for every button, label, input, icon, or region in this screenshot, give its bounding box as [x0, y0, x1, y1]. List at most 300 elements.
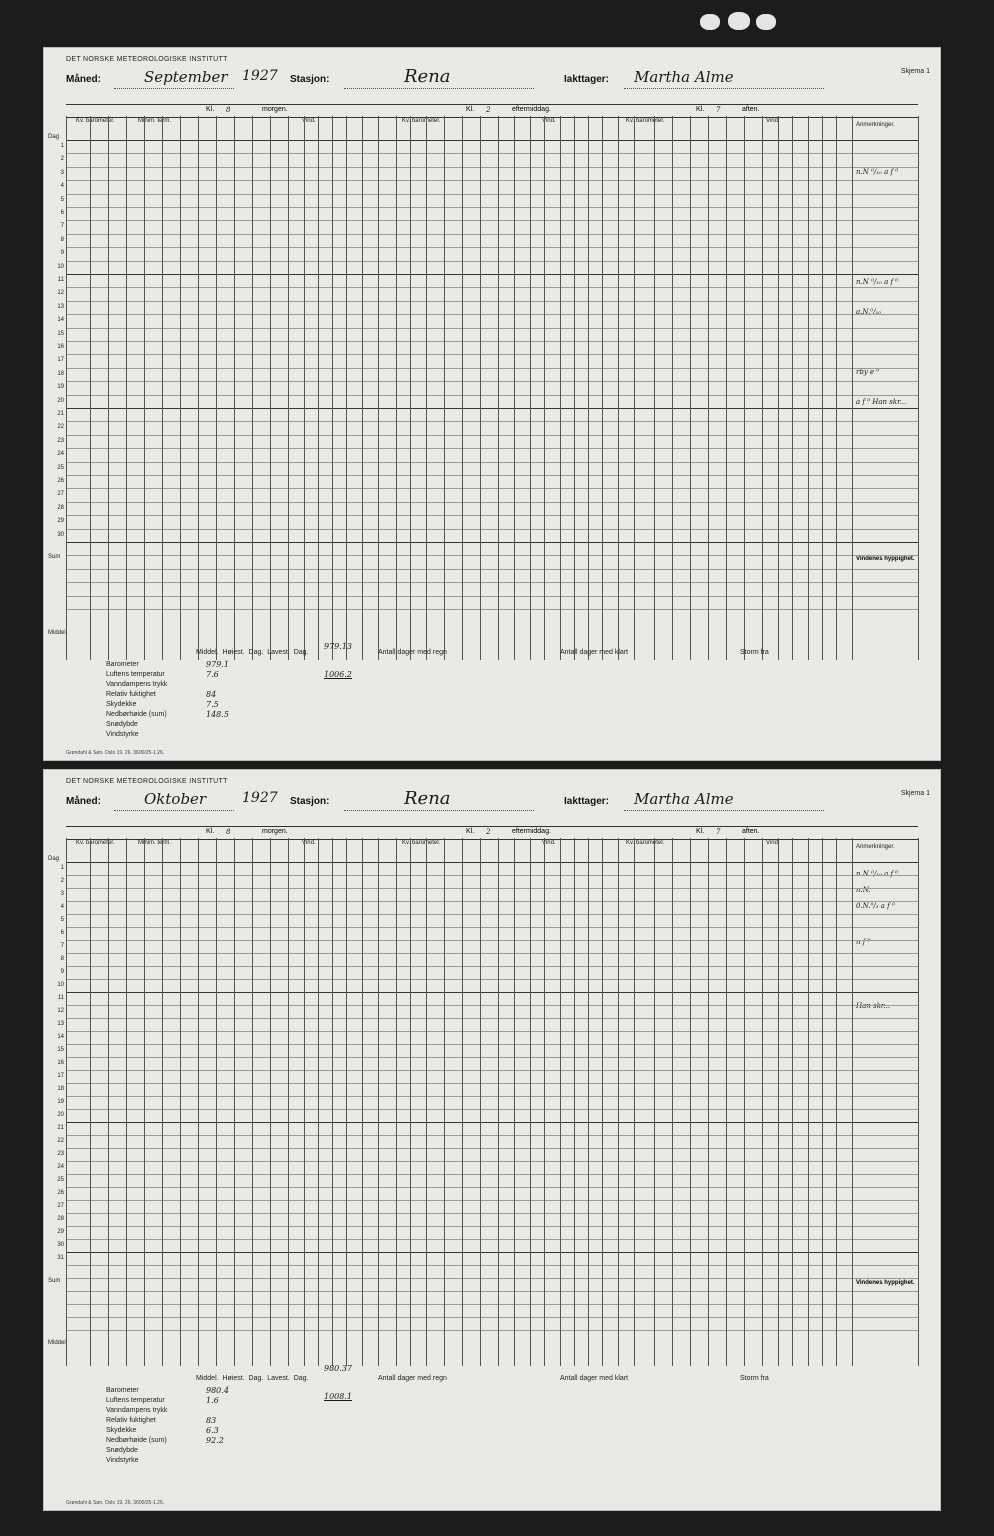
remark: n f ⁰ — [856, 938, 871, 946]
grid-column-rule — [918, 838, 919, 1366]
institute-name: DET NORSKE METEOROLOGISKE INSTITUTT — [66, 56, 228, 63]
grid-row-rule — [66, 1057, 918, 1058]
day-number: 11 — [57, 995, 64, 1001]
grid-column-rule — [778, 838, 779, 1366]
day-number: 14 — [57, 1034, 64, 1040]
grid-column-rule — [634, 838, 635, 1366]
year-value: 1927 — [242, 790, 278, 806]
grid-row-rule — [66, 1330, 918, 1331]
printer-imprint: Grøndahl & Søn. Oslo 19. 26. 3600/25-1.26. — [66, 750, 165, 756]
month-value: September — [144, 68, 228, 86]
day-number: 23 — [57, 1151, 64, 1157]
day-number: 5 — [60, 196, 64, 203]
day-number: 9 — [60, 969, 64, 975]
grid-row-rule — [66, 1005, 918, 1006]
remark: Han skr... — [856, 1002, 891, 1010]
wind-frequency-title: Vindenes hyppighet. — [856, 1280, 915, 1286]
day-number: 26 — [57, 478, 64, 484]
day-number: 21 — [57, 411, 64, 417]
grid-column-rule — [808, 838, 809, 1366]
grid-column-rule — [318, 838, 319, 1366]
station-label: Stasjon: — [290, 796, 330, 807]
day-number: 28 — [57, 504, 64, 511]
station-value: Rena — [404, 788, 451, 809]
day-number: 6 — [60, 930, 64, 936]
grid-column-rule — [560, 116, 561, 660]
grid-row-rule — [66, 314, 918, 315]
day-number: 20 — [57, 397, 64, 404]
grid-column-rule — [444, 116, 445, 660]
grid-row-rule — [66, 1226, 918, 1227]
day-number: 25 — [57, 464, 64, 471]
observation-sheet-oktober: DET NORSKE METEOROLOGISKE INSTITUTT Skjema 1 Måned: Oktober 1927 Stasjon: Rena Iakttager: Martha Alme Kl. 8 morgen. Kl. 2 eftermiddag. Kl. 7 aften. Kv. barometer. Minim. term. Vind. Kv. barometer. Vind. Kv. barometer. Vind. Anmerkninger. Dag n.N ⁰/₁₀ a f ⁰ n.N. 0.N.⁰/₃ a f ⁰ n f ⁰ Han skr... Sum Middel Vindenes hyppighet. 1 2 3 4 5 6 7 8 9 10 11 12 13 14 15 16 17 18 19 20 21 22 23 24 25 26 27 28 29 30 31 Middel. Høiest. Dag. Lavest. Dag. Barometer Luftens temperatur Vanndampens trykk Relativ fuktighet Skydekke Nedbørhøide (sum) Snødybde Vindstyrke 980.4 1.6 83 6.3 92.2 980.37 1008.1 Antall dager med regn Antall dager med klart Storm fra Grøndahl & Søn. Oslo 19. 26. 3600/25-1.26. — [44, 770, 940, 1510]
grid-column-rule — [288, 116, 289, 660]
grid-column-rule — [252, 838, 253, 1366]
grid-row-rule — [66, 875, 918, 876]
wind-frequency-title: Vindenes hyppighet. — [856, 556, 915, 562]
grid-row-rule — [66, 529, 918, 530]
day-number: 3 — [60, 891, 64, 897]
day-number: 24 — [57, 451, 64, 458]
grid-row-rule — [66, 1213, 918, 1214]
grid-row-rule — [66, 515, 918, 516]
grid-column-rule — [514, 116, 515, 660]
grid-column-rule — [574, 116, 575, 660]
grid-column-rule — [588, 116, 589, 660]
remark: n.N ⁰/₁₀ a f ⁰ — [856, 168, 899, 176]
grid-row-rule — [66, 1070, 918, 1071]
grid-row-rule — [66, 234, 918, 235]
grid-column-rule — [180, 116, 181, 660]
grid-row-rule — [66, 596, 918, 597]
grid-column-rule — [346, 116, 347, 660]
grid-row-rule — [66, 1317, 918, 1318]
grid-row-rule — [66, 408, 918, 409]
day-number: 5 — [60, 917, 64, 923]
grid-column-rule — [530, 116, 531, 660]
grid-row-rule — [66, 207, 918, 208]
day-number: 8 — [60, 956, 64, 962]
grid-column-rule — [634, 116, 635, 660]
grid-row-rule — [66, 395, 918, 396]
day-number: 12 — [57, 290, 64, 297]
grid-column-rule — [544, 838, 545, 1366]
day-number: 21 — [57, 1125, 64, 1131]
row-middel: Middel — [48, 630, 66, 636]
grid-column-rule — [332, 838, 333, 1366]
grid-column-rule — [270, 116, 271, 660]
grid-row-rule — [66, 194, 918, 195]
row-middel: Middel — [48, 1340, 66, 1346]
observation-grid — [48, 826, 918, 1366]
remark: n.N ⁰/₁₀ a f ⁰ — [856, 278, 899, 286]
note-total: 980.37 — [324, 1364, 352, 1373]
col-wind-evening: Vind. — [766, 840, 780, 846]
grid-column-rule — [792, 838, 793, 1366]
grid-row-rule — [66, 435, 918, 436]
day-number: 4 — [60, 183, 64, 190]
day-number: 1 — [60, 143, 64, 149]
grid-column-rule — [126, 116, 127, 660]
remark: a.N.⁰/₁₀ — [856, 308, 882, 316]
grid-column-rule — [792, 116, 793, 660]
day-number: 9 — [60, 250, 64, 257]
day-number: 23 — [57, 437, 64, 444]
day-number: 2 — [60, 878, 64, 884]
grid-column-rule — [588, 838, 589, 1366]
day-number: 28 — [57, 1216, 64, 1222]
day-number: 7 — [60, 223, 64, 230]
remark: 0.N.⁰/₃ a f ⁰ — [856, 902, 895, 910]
observer-value: Martha Alme — [634, 68, 734, 86]
note-underlined: 1006.2 — [324, 670, 352, 679]
day-number: 24 — [57, 1164, 64, 1170]
note-underlined: 1008.1 — [324, 1392, 352, 1401]
grid-column-rule — [762, 838, 763, 1366]
col-day: Dag — [48, 856, 60, 862]
grid-row-rule — [66, 992, 918, 993]
grid-row-rule — [66, 247, 918, 248]
day-number: 19 — [57, 384, 64, 391]
grid-column-rule — [618, 838, 619, 1366]
col-min-term: Minim. term. — [138, 118, 171, 124]
grid-column-rule — [270, 838, 271, 1366]
grid-column-rule — [144, 116, 145, 660]
day-number: 11 — [57, 277, 64, 283]
day-number: 16 — [57, 1060, 64, 1066]
grid-column-rule — [560, 838, 561, 1366]
grid-row-rule — [66, 153, 918, 154]
grid-row-rule — [66, 1252, 918, 1253]
grid-row-rule — [66, 488, 918, 489]
grid-row-rule — [66, 940, 918, 941]
day-number: 3 — [60, 169, 64, 176]
grid-column-rule — [808, 116, 809, 660]
day-number: 16 — [57, 344, 64, 350]
grid-row-rule — [66, 582, 918, 583]
grid-column-rule — [90, 838, 91, 1366]
grid-row-rule — [66, 421, 918, 422]
col-wind-morning: Vind. — [302, 840, 316, 846]
binding-hole — [756, 14, 776, 30]
day-number: 14 — [57, 317, 64, 324]
grid-column-rule — [362, 116, 363, 660]
printer-imprint: Grøndahl & Søn. Oslo 19. 26. 3600/25-1.26. — [66, 1500, 165, 1506]
col-barometer-evening: Kv. barometer. — [626, 840, 665, 846]
grid-row-rule — [66, 475, 918, 476]
grid-row-rule — [66, 1135, 918, 1136]
grid-column-rule — [672, 116, 673, 660]
day-number: 6 — [60, 210, 64, 216]
day-number: 2 — [60, 156, 64, 163]
day-number: 30 — [57, 531, 64, 538]
observation-sheet-september: DET NORSKE METEOROLOGISKE INSTITUTT Skjema 1 Måned: September 1927 Stasjon: Rena Iakttager: Martha Alme Kl. 8 morgen. Kl. 2 eftermiddag. Kl. 7 aften. Kv. barometer. Minim. term. Vind. Kv. barometer. Vind. Kv. barometer. Vind. Anmerkninger. Dag n.N ⁰/₁₀ a f ⁰ n.N ⁰/₁₀ a f ⁰ a.N.⁰/₁₀ rby e ⁰ a f ⁰ Han skr... Sum Middel Vindenes hyppighet. 1 2 3 4 5 6 7 8 9 10 11 12 13 14 15 16 17 18 19 20 21 22 23 24 25 26 27 28 29 30 Middel. Høiest. Dag. Lavest. Dag. Barometer Luftens temperatur Vanndampens trykk Relativ fuktighet Skydekke Nedbørhøide (sum) Snødybde Vindstyrke 979.1 7.6 84 7.5 148.5 979.13 1006.2 Antall dager med regn Antall dager med klart Storm fra Grøndahl & Søn. Oslo 19. 26. 3600/25-1.26. — [44, 48, 940, 760]
grid-row-rule — [66, 1187, 918, 1188]
grid-column-rule — [726, 838, 727, 1366]
grid-column-rule — [762, 116, 763, 660]
form-label: Skjema 1 — [900, 790, 930, 797]
grid-column-rule — [602, 838, 603, 1366]
grid-column-rule — [462, 838, 463, 1366]
days-precip-label: Antall dager med regn — [378, 1375, 447, 1382]
remark: n.N. — [856, 886, 871, 894]
station-label: Stasjon: — [290, 74, 330, 85]
grid-row-rule — [66, 953, 918, 954]
grid-column-rule — [514, 838, 515, 1366]
col-barometer-morning: Kv. barometer. — [76, 840, 115, 846]
time-band: Kl. 8 morgen. Kl. 2 eftermiddag. Kl. 7 aften. — [66, 826, 918, 840]
institute-name: DET NORSKE METEOROLOGISKE INSTITUTT — [66, 778, 228, 785]
grid-column-rule — [778, 116, 779, 660]
grid-row-rule — [66, 901, 918, 902]
grid-row-rule — [66, 301, 918, 302]
grid-row-rule — [66, 354, 918, 355]
grid-column-rule — [66, 838, 67, 1366]
grid-column-rule — [332, 116, 333, 660]
day-number: 18 — [57, 370, 64, 377]
grid-column-rule — [836, 838, 837, 1366]
grid-row-rule — [66, 862, 918, 863]
observer-value: Martha Alme — [634, 790, 734, 808]
grid-column-rule — [672, 838, 673, 1366]
grid-row-rule — [66, 328, 918, 329]
grid-column-rule — [744, 838, 745, 1366]
days-clear-label: Antall dager med klart — [560, 649, 629, 656]
grid-row-rule — [66, 274, 918, 275]
grid-row-rule — [66, 1083, 918, 1084]
observer-label: Iakttager: — [564, 74, 610, 85]
grid-column-rule — [396, 838, 397, 1366]
grid-column-rule — [480, 116, 481, 660]
col-barometer-evening: Kv. barometer. — [626, 118, 665, 124]
grid-row-rule — [66, 1239, 918, 1240]
day-number: 12 — [57, 1008, 64, 1014]
col-wind-morning: Vind. — [302, 118, 316, 124]
grid-row-rule — [66, 1044, 918, 1045]
grid-column-rule — [144, 838, 145, 1366]
grid-row-rule — [66, 180, 918, 181]
day-number: 29 — [57, 1229, 64, 1235]
grid-row-rule — [66, 220, 918, 221]
day-number: 10 — [57, 263, 64, 270]
grid-column-rule — [180, 838, 181, 1366]
grid-column-rule — [66, 116, 67, 660]
time-band: Kl. 8 morgen. Kl. 2 eftermiddag. Kl. 7 aften. — [66, 104, 918, 118]
binding-hole — [700, 14, 720, 30]
grid-column-rule — [126, 838, 127, 1366]
grid-row-rule — [66, 368, 918, 369]
grid-row-rule — [66, 1122, 918, 1123]
grid-column-rule — [318, 116, 319, 660]
grid-column-rule — [852, 116, 853, 660]
grid-column-rule — [396, 116, 397, 660]
grid-row-rule — [66, 1148, 918, 1149]
month-value: Oktober — [144, 790, 207, 808]
grid-row-rule — [66, 555, 918, 556]
grid-row-rule — [66, 888, 918, 889]
grid-column-rule — [108, 838, 109, 1366]
grid-column-rule — [744, 116, 745, 660]
grid-row-rule — [66, 462, 918, 463]
year-value: 1927 — [242, 68, 278, 84]
grid-column-rule — [726, 116, 727, 660]
grid-row-rule — [66, 167, 918, 168]
row-sum: Sum — [48, 1278, 61, 1284]
grid-column-rule — [108, 116, 109, 660]
day-number: 22 — [57, 424, 64, 431]
grid-column-rule — [544, 116, 545, 660]
day-number: 27 — [57, 1203, 64, 1209]
day-number: 1 — [60, 865, 64, 871]
binding-hole — [728, 12, 750, 30]
grid-row-rule — [66, 569, 918, 570]
month-label: Måned: — [66, 74, 101, 85]
day-number: 19 — [57, 1099, 64, 1105]
grid-column-rule — [304, 838, 305, 1366]
day-number: 7 — [60, 943, 64, 949]
grid-column-rule — [918, 116, 919, 660]
grid-column-rule — [378, 838, 379, 1366]
day-number: 17 — [57, 357, 64, 364]
grid-row-rule — [66, 1174, 918, 1175]
grid-row-rule — [66, 542, 918, 543]
grid-column-rule — [90, 116, 91, 660]
grid-column-rule — [444, 838, 445, 1366]
storm-label: Storm fra — [740, 1375, 769, 1382]
grid-row-rule — [66, 979, 918, 980]
grid-column-rule — [462, 116, 463, 660]
day-number: 30 — [57, 1242, 64, 1248]
grid-row-rule — [66, 261, 918, 262]
grid-row-rule — [66, 966, 918, 967]
day-number: 10 — [57, 982, 64, 988]
col-barometer-morning: Kv. barometer. — [76, 118, 115, 124]
days-clear-label: Antall dager med klart — [560, 1375, 629, 1382]
grid-row-rule — [66, 502, 918, 503]
grid-row-rule — [66, 287, 918, 288]
grid-column-rule — [162, 116, 163, 660]
grid-column-rule — [198, 838, 199, 1366]
grid-column-rule — [288, 838, 289, 1366]
form-label: Skjema 1 — [900, 68, 930, 75]
grid-column-rule — [852, 838, 853, 1366]
col-wind-evening: Vind. — [766, 118, 780, 124]
grid-column-rule — [690, 838, 691, 1366]
day-number: 27 — [57, 491, 64, 498]
grid-column-rule — [654, 116, 655, 660]
day-number: 31 — [57, 1255, 64, 1261]
observation-grid — [48, 104, 918, 660]
grid-column-rule — [690, 116, 691, 660]
day-number: 17 — [57, 1073, 64, 1079]
grid-column-rule — [346, 838, 347, 1366]
col-barometer-afternoon: Kv. barometer. — [402, 118, 441, 124]
grid-column-rule — [654, 838, 655, 1366]
grid-row-rule — [66, 1265, 918, 1266]
day-number: 4 — [60, 904, 64, 910]
grid-column-rule — [216, 838, 217, 1366]
grid-row-rule — [66, 1200, 918, 1201]
col-day: Dag — [48, 134, 60, 140]
grid-row-rule — [66, 448, 918, 449]
grid-row-rule — [66, 1031, 918, 1032]
grid-row-rule — [66, 381, 918, 382]
grid-row-rule — [66, 1304, 918, 1305]
note-total: 979.13 — [324, 642, 352, 651]
grid-row-rule — [66, 1109, 918, 1110]
grid-column-rule — [162, 838, 163, 1366]
grid-row-rule — [66, 1291, 918, 1292]
grid-column-rule — [602, 116, 603, 660]
grid-row-rule — [66, 609, 918, 610]
month-label: Måned: — [66, 796, 101, 807]
remark: n.N ⁰/₁₀ a f ⁰ — [856, 870, 899, 878]
grid-row-rule — [66, 927, 918, 928]
grid-row-rule — [66, 1161, 918, 1162]
grid-row-rule — [66, 140, 918, 141]
grid-column-rule — [410, 838, 411, 1366]
day-number: 15 — [57, 1047, 64, 1053]
grid-column-rule — [304, 116, 305, 660]
grid-column-rule — [836, 116, 837, 660]
grid-column-rule — [822, 838, 823, 1366]
grid-column-rule — [498, 838, 499, 1366]
grid-column-rule — [498, 116, 499, 660]
col-min-term: Minim. term. — [138, 840, 171, 846]
day-number: 25 — [57, 1177, 64, 1183]
day-number: 8 — [60, 236, 64, 243]
grid-column-rule — [426, 116, 427, 660]
col-wind-afternoon: Vind. — [542, 840, 556, 846]
station-value: Rena — [404, 66, 451, 87]
day-number: 15 — [57, 330, 64, 337]
grid-column-rule — [426, 838, 427, 1366]
day-number: 29 — [57, 518, 64, 525]
grid-column-rule — [234, 116, 235, 660]
col-wind-afternoon: Vind. — [542, 118, 556, 124]
grid-column-rule — [708, 116, 709, 660]
grid-row-rule — [66, 1018, 918, 1019]
remark: a f ⁰ Han skr... — [856, 398, 907, 406]
grid-column-rule — [822, 116, 823, 660]
grid-column-rule — [234, 838, 235, 1366]
col-remarks: Anmerkninger. — [856, 844, 895, 850]
grid-row-rule — [66, 1096, 918, 1097]
grid-column-rule — [410, 116, 411, 660]
day-number: 13 — [57, 303, 64, 310]
day-number: 26 — [57, 1190, 64, 1196]
remark: rby e ⁰ — [856, 368, 880, 376]
grid-column-rule — [378, 116, 379, 660]
col-barometer-afternoon: Kv. barometer. — [402, 840, 441, 846]
day-number: 22 — [57, 1138, 64, 1144]
grid-column-rule — [252, 116, 253, 660]
grid-column-rule — [618, 116, 619, 660]
grid-column-rule — [530, 838, 531, 1366]
grid-row-rule — [66, 341, 918, 342]
observer-label: Iakttager: — [564, 796, 610, 807]
grid-column-rule — [362, 838, 363, 1366]
row-sum: Sum — [48, 554, 61, 560]
col-remarks: Anmerkninger. — [856, 122, 895, 128]
day-number: 18 — [57, 1086, 64, 1092]
grid-column-rule — [574, 838, 575, 1366]
days-precip-label: Antall dager med regn — [378, 649, 447, 656]
grid-row-rule — [66, 1278, 918, 1279]
day-number: 13 — [57, 1021, 64, 1027]
grid-row-rule — [66, 914, 918, 915]
day-number: 20 — [57, 1112, 64, 1118]
